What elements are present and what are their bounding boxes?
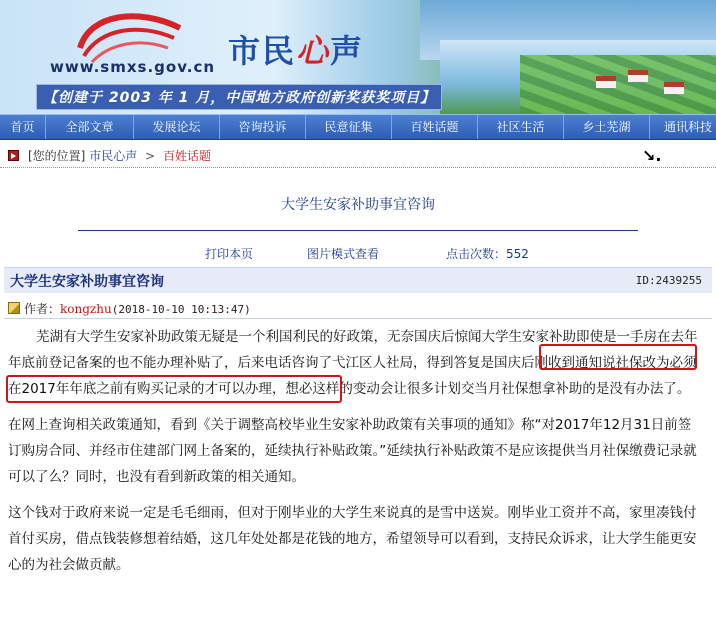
post-title: 大学生安家补助事宜咨询 [10, 274, 164, 290]
site-banner [0, 0, 716, 114]
click-count-label: 点击次数： [446, 247, 507, 261]
site-name[interactable] [228, 26, 364, 72]
click-count-value: 552 [506, 247, 529, 261]
site-name-part: 市民 [228, 32, 297, 70]
title-divider [78, 230, 638, 231]
post-header [4, 267, 712, 293]
highlight-box [539, 344, 697, 370]
post-paragraph: 在网上查询相关政策通知，看到《关于调整高校毕业生安家补助政策有关事项的通知》称“对2017年12月31日前签订购房合同、并经市住建部门网上备案的，延续执行补贴政策。”延续执行补贴政策不是应该提供当月社保缴费记录就可以了么？同时，也没有看到新政策的相关通知。 [8, 417, 697, 485]
post-time: (2018-10-10 10:13:47) [111, 303, 251, 316]
post-author-line [8, 300, 251, 317]
nav-item-community[interactable]: 社区生活 [478, 115, 564, 139]
banner-house-icon [628, 70, 648, 82]
print-link[interactable]: 打印本页 [205, 247, 254, 261]
nav-item-tech[interactable]: 通讯科技 [664, 120, 713, 134]
nav-item-all-articles[interactable]: 全部文章 [46, 115, 134, 139]
nav-item-consult[interactable]: 咨询投诉 [220, 115, 306, 139]
author-divider [4, 318, 712, 319]
breadcrumb-separator: > [145, 149, 156, 163]
post-paragraph: 这个钱对于政府来说一定是毛毛细雨，但对于刚毕业的大学生来说真的是雪中送炭。刚毕业工资并不高，家里凑钱付首付买房，借点钱装修想着结婚，这几年处处都是花钱的地方，希望领导可以看到，支持民众诉求，让大学生能更安心的为社会做贡献。 [8, 505, 697, 573]
nav-item-hometown[interactable]: 乡土芜湖 [564, 115, 650, 139]
page-title: 大学生安家补助事宜咨询 [281, 197, 435, 213]
breadcrumb-link-topic[interactable]: 百姓话题 [162, 149, 211, 163]
post-paragraph: 芜湖有大学生安家补助政策无疑是一个利国利民的好政策，无奈国庆后惊闻大学生安家补助即使是一手房在去年年底前登记备案的也不能办理补贴了，后来电话咨询了弋江区人社局，得到答复是国庆后刚收到通知说社保改为必须在2017年年底之前有购买记录的才可以办理，想必这样的变动会让很多计划交当月社保想拿补助的是没有办法了。 [8, 329, 698, 397]
banner-house-icon [596, 76, 616, 88]
main-nav [0, 114, 716, 140]
click-count [446, 245, 529, 262]
site-slogan: 【创建于 2003 年 1 月，中国地方政府创新奖获奖项目】 [36, 84, 442, 110]
post-id: ID:2439255 [635, 274, 702, 287]
diagonal-arrow-icon: ↘. [642, 146, 662, 165]
author-name[interactable]: kongzhu [60, 302, 112, 316]
nav-item-forum[interactable]: 发展论坛 [134, 115, 220, 139]
image-mode-link[interactable]: 图片模式查看 [307, 247, 380, 261]
site-url: www.smxs.gov.cn [50, 58, 216, 76]
site-name-part: 心 [296, 32, 331, 70]
highlight-box [6, 375, 342, 403]
breadcrumb-prefix: [您的位置] [28, 149, 86, 163]
nav-item-topics[interactable]: 百姓话题 [392, 115, 478, 139]
author-label: 作者： [24, 302, 61, 316]
banner-fields [520, 55, 716, 114]
nav-item-home[interactable]: 首页 [0, 115, 46, 139]
site-name-part: 声 [330, 32, 365, 70]
breadcrumb-text [28, 145, 211, 167]
pen-icon [8, 302, 20, 314]
breadcrumb [0, 144, 716, 168]
arrow-square-icon [8, 150, 19, 161]
breadcrumb-link-home[interactable]: 市民心声 [89, 149, 138, 163]
banner-house-icon [664, 82, 684, 94]
nav-item-opinion[interactable]: 民意征集 [306, 115, 392, 139]
